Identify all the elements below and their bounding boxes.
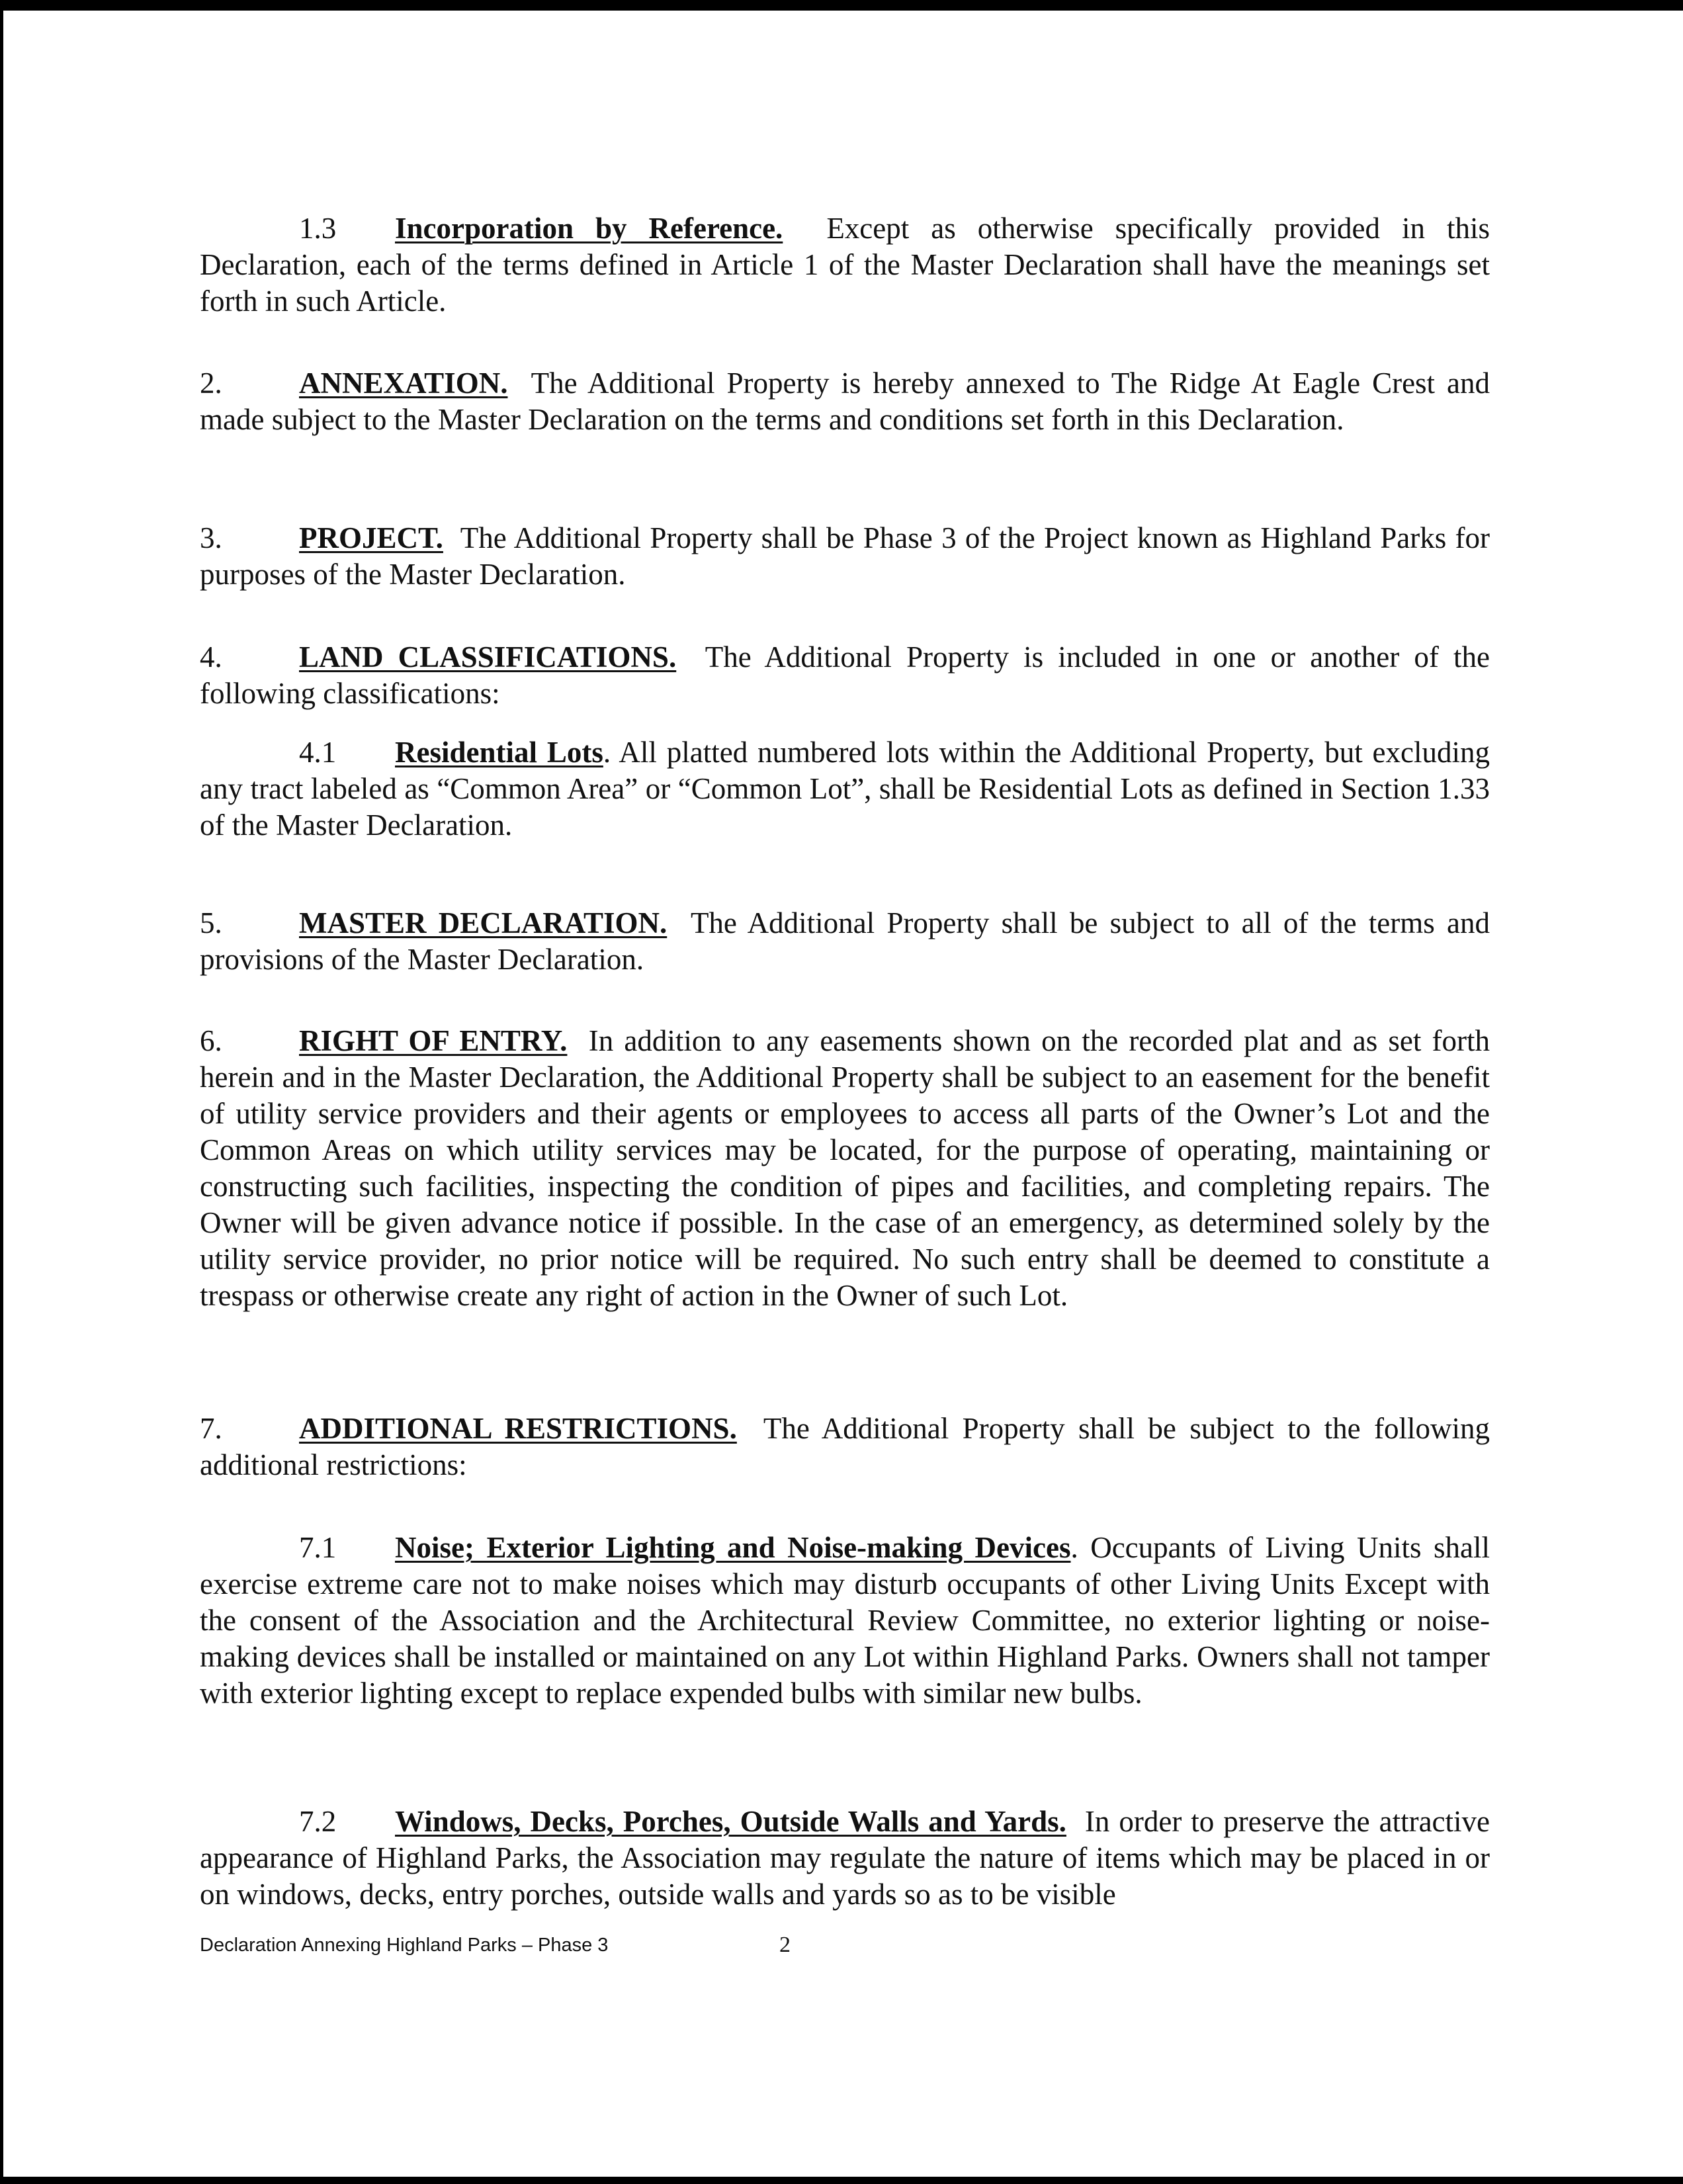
- section-body: In order to preserve the attractive appearance of Highland Parks, the Association may regulate the nature of items which may be placed in or on windows, decks, entry porches, outside walls and yards so as to be visible: [200, 1805, 1490, 1911]
- section-number: 7.2: [299, 1805, 337, 1838]
- section-body: . All platted numbered lots within the Additional Property, but excluding any tract labeled as “Common Area” or “Common Lot”, shall be Residential Lots as defined in Section 1.33 of the Master Declaration.: [200, 736, 1490, 842]
- section-heading: ADDITIONAL RESTRICTIONS.: [299, 1412, 737, 1445]
- section-5: [200, 905, 1490, 978]
- section-3: [200, 520, 1490, 593]
- scan-border-top: [0, 0, 1683, 11]
- section-number: 2.: [200, 367, 222, 400]
- section-heading: RIGHT OF ENTRY.: [299, 1024, 568, 1057]
- section-heading: LAND CLASSIFICATIONS.: [299, 640, 677, 674]
- section-number: 5.: [200, 906, 222, 939]
- section-body: The Additional Property shall be subject to all of the terms and provisions of the Master Declaration.: [200, 906, 1490, 976]
- section-number: 1.3: [299, 212, 337, 245]
- section-body: Except as otherwise specifically provided in this Declaration, each of the terms defined in Article 1 of the Master Declaration shall have the meanings set forth in such Article.: [200, 212, 1490, 318]
- section-number: 3.: [200, 521, 222, 554]
- page-number: 2: [779, 1933, 791, 1957]
- section-2: [200, 365, 1490, 438]
- section-heading: PROJECT.: [299, 521, 443, 554]
- section-body: The Additional Property shall be subject to the following additional restrictions:: [200, 1412, 1490, 1481]
- section-number: 4.: [200, 640, 222, 674]
- section-4: [200, 639, 1490, 712]
- section-heading: Windows, Decks, Porches, Outside Walls and Yards.: [395, 1805, 1066, 1838]
- section-heading: Noise; Exterior Lighting and Noise-making Devices: [395, 1531, 1071, 1564]
- scan-border-bottom: [0, 2177, 1683, 2184]
- section-number: 7.: [200, 1412, 222, 1445]
- section-heading: Incorporation by Reference.: [395, 212, 783, 245]
- footer-title: Declaration Annexing Highland Parks – Phase 3: [200, 1935, 609, 1956]
- section-body: . Occupants of Living Units shall exercise extreme care not to make noises which may disturb occupants of other Living Units Except with the consent of the Association and the Architectural Review Committee, no exterior lighting or noise-making devices shall be installed or maintained on any Lot within Highland Parks. Owners shall not tamper with exterior lighting except to replace expended bulbs with similar new bulbs.: [200, 1531, 1490, 1710]
- section-heading: MASTER DECLARATION.: [299, 906, 668, 939]
- section-number: 6.: [200, 1024, 222, 1057]
- section-heading: Residential Lots: [395, 736, 603, 769]
- section-1-3: [200, 210, 1490, 320]
- section-6: [200, 1023, 1490, 1314]
- scan-border-left: [0, 0, 3, 2184]
- section-7-2: [200, 1804, 1490, 1913]
- section-body: In addition to any easements shown on the recorded plat and as set forth herein and in the Master Declaration, the Additional Property shall be subject to an easement for the benefit of utility service providers and their agents or employees to access all parts of the Owner’s Lot and the Common Areas on which utility services may be located, for the purpose of operating, maintaining or constructing such facilities, inspecting the condition of pipes and facilities, and completing repairs. The Owner will be given advance notice if possible. In the case of an emergency, as determined solely by the utility service provider, no prior notice will be required. No such entry shall be deemed to constitute a trespass or otherwise create any right of action in the Owner of such Lot.: [200, 1024, 1490, 1312]
- section-7: [200, 1411, 1490, 1483]
- section-7-1: [200, 1530, 1490, 1712]
- section-4-1: [200, 734, 1490, 844]
- section-number: 4.1: [299, 736, 337, 769]
- section-body: The Additional Property is included in one or another of the following classifications:: [200, 640, 1490, 710]
- section-heading: ANNEXATION.: [299, 367, 508, 400]
- section-body: The Additional Property shall be Phase 3 of the Project known as Highland Parks for purposes of the Master Declaration.: [200, 521, 1490, 591]
- section-body: The Additional Property is hereby annexed to The Ridge At Eagle Crest and made subject to the Master Declaration on the terms and conditions set forth in this Declaration.: [200, 367, 1490, 436]
- page-footer: [200, 1933, 1490, 1957]
- section-number: 7.1: [299, 1531, 337, 1564]
